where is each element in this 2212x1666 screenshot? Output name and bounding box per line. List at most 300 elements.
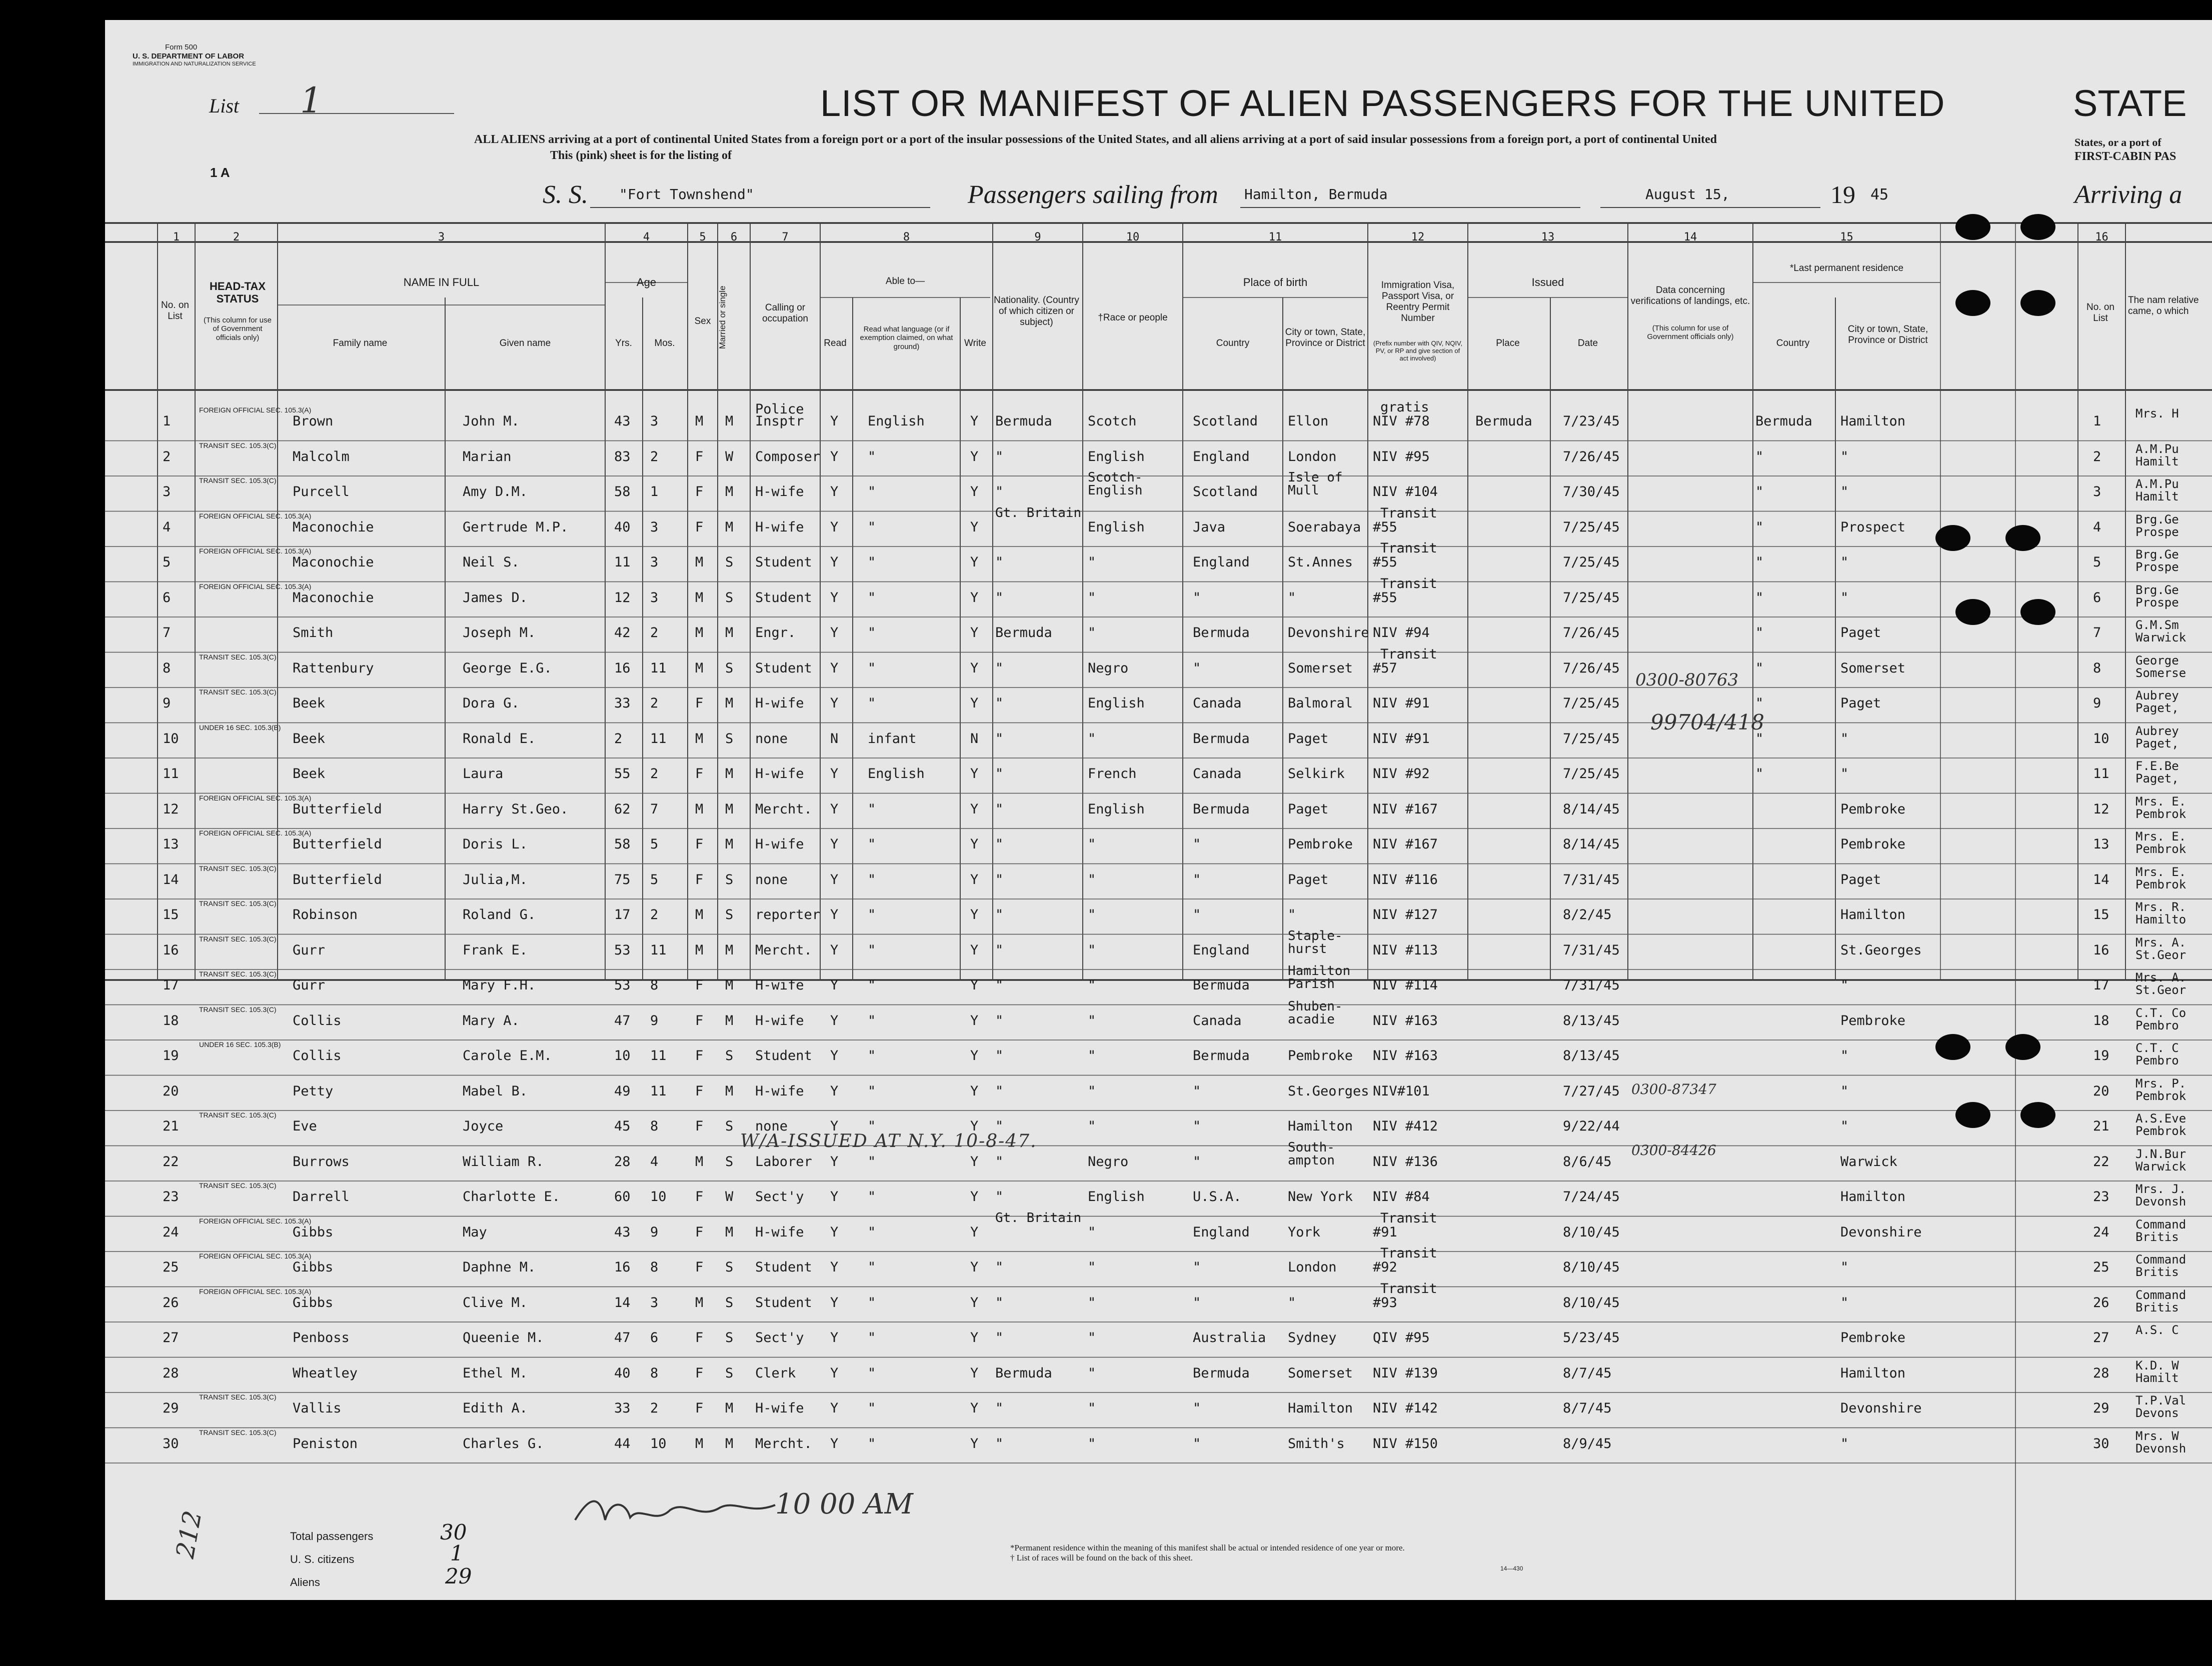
relative-name: Mrs. E. Pembrok: [2135, 866, 2186, 892]
read-language: ": [868, 872, 876, 888]
row-number-right: 16: [2093, 942, 2109, 958]
can-write: Y: [970, 625, 979, 640]
sex: F: [695, 1083, 704, 1099]
footnote-residence: *Permanent residence within the meaning of this manifest shall be actual or intended residence of one year or more.: [1010, 1543, 1405, 1552]
can-read: Y: [830, 1260, 839, 1275]
can-write: Y: [970, 1118, 979, 1134]
residence-city: ": [1840, 484, 1849, 500]
occupation: Sect'y: [755, 1189, 804, 1204]
can-write: Y: [970, 554, 979, 570]
birth-country: Scotland: [1193, 414, 1258, 429]
total-passengers-value: 30: [440, 1520, 467, 1544]
table-row: [0, 928, 2212, 972]
race: English: [1088, 696, 1145, 711]
can-read: Y: [830, 1048, 839, 1064]
visa-number: NIV #139: [1373, 1365, 1438, 1381]
birth-city: London: [1288, 1260, 1337, 1275]
birth-country: Bermuda: [1193, 801, 1250, 817]
can-write: Y: [970, 1400, 979, 1416]
birth-city: Smith's: [1288, 1436, 1345, 1452]
marital-status: M: [725, 696, 734, 711]
occupation: H-wife: [755, 766, 804, 782]
read-language: ": [868, 625, 876, 640]
can-write: Y: [970, 836, 979, 852]
residence-city: Hamilton: [1840, 414, 1906, 429]
sex: F: [695, 1365, 704, 1381]
nationality: ": [995, 660, 1004, 676]
can-read: Y: [830, 1436, 839, 1452]
row-number-right: 5: [2093, 554, 2101, 570]
read-language: ": [868, 590, 876, 606]
can-read: Y: [830, 1154, 839, 1170]
read-language: infant: [868, 730, 917, 746]
column-number: 14: [1683, 231, 1697, 244]
birth-country: Bermuda: [1193, 1048, 1250, 1064]
birth-country: Canada: [1193, 696, 1242, 711]
age-years: 28: [614, 1154, 631, 1170]
marital-status: M: [725, 625, 734, 640]
header-given-name: Given name: [499, 338, 551, 348]
read-language: ": [868, 978, 876, 993]
punch-hole: [2020, 214, 2055, 240]
occupation: Insptr: [755, 414, 804, 429]
occupation: Mercht.: [755, 801, 812, 817]
visa-number: NIV #150: [1373, 1436, 1438, 1452]
head-tax-stamp: TRANSIT SEC. 105.3(C): [199, 1111, 277, 1119]
family-name: Beek: [293, 730, 326, 746]
relative-name: Brg.Ge Prospe: [2135, 548, 2179, 574]
age-months: 2: [650, 625, 659, 640]
age-months: 2: [650, 766, 659, 782]
column-number: 16: [2095, 231, 2108, 244]
residence-city: Prospect: [1840, 519, 1906, 535]
header-residence-country: Country: [1776, 338, 1810, 348]
occupation: Sect'y: [755, 1330, 804, 1346]
given-name: Neil S.: [463, 554, 520, 570]
residence-city: Hamilton: [1840, 1189, 1906, 1204]
residence-city: Somerset: [1840, 660, 1906, 676]
birth-city: Ellon: [1288, 414, 1329, 429]
row-number: 18: [163, 1012, 179, 1028]
visa-number: NIV #104: [1373, 484, 1438, 500]
visa-number: #55: [1373, 590, 1397, 606]
given-name: Queenie M.: [463, 1330, 544, 1346]
nationality: ": [995, 801, 1004, 817]
sex: F: [695, 872, 704, 888]
age-months: 10: [650, 1436, 667, 1452]
table-row: [0, 830, 2212, 866]
nationality: ": [995, 554, 1004, 570]
marital-status: M: [725, 766, 734, 782]
can-read: Y: [830, 1189, 839, 1204]
punch-hole: [1955, 1102, 1990, 1128]
footnote-races: † List of races will be found on the back of this sheet.: [1010, 1553, 1193, 1562]
visa-number: NIV #84: [1373, 1189, 1430, 1204]
nationality: ": [995, 484, 1004, 500]
residence-city: ": [1840, 978, 1849, 993]
marital-status: M: [725, 1436, 734, 1452]
header-family-name: Family name: [333, 338, 388, 348]
birth-country: ": [1193, 836, 1201, 852]
footnote-code: 14—430: [1500, 1565, 1523, 1572]
birth-city: South- ampton: [1288, 1140, 1335, 1168]
read-language: ": [868, 1224, 876, 1240]
age-months: 6: [650, 1330, 659, 1346]
header-last-residence: *Last permanent residence: [1789, 263, 1904, 274]
nationality: ": [995, 1400, 1004, 1416]
age-months: 11: [650, 660, 667, 676]
race: ": [1088, 1224, 1096, 1240]
column-number: 6: [730, 231, 738, 244]
signature-scribble: [570, 1490, 780, 1535]
race: Scotch- English: [1088, 470, 1143, 498]
header-issued-date: Date: [1577, 338, 1598, 348]
table-row: [0, 470, 2212, 513]
header-nationality: Nationality. (Country of which citizen or subject): [994, 295, 1079, 328]
age-years: 60: [614, 1189, 631, 1204]
residence-city: Paget: [1840, 625, 1881, 640]
row-number-right: 24: [2093, 1224, 2109, 1240]
header-sex: Sex: [694, 316, 711, 326]
nationality: ": [995, 1260, 1004, 1275]
visa-line1: Transit: [1380, 1280, 1437, 1296]
relative-name: A.M.Pu Hamilt: [2135, 442, 2179, 468]
marital-status: S: [725, 1118, 734, 1134]
can-write: Y: [970, 1365, 979, 1381]
race: ": [1088, 1083, 1096, 1099]
sex: F: [695, 1189, 704, 1204]
header-age: Age: [636, 276, 657, 288]
residence-city: ": [1840, 1294, 1849, 1310]
age-months: 7: [650, 801, 659, 817]
column-number: 11: [1268, 231, 1282, 244]
read-language: ": [868, 1189, 876, 1204]
given-name: Carole E.M.: [463, 1048, 552, 1064]
issued-date: 7/25/45: [1563, 554, 1620, 570]
issued-date: 8/10/45: [1563, 1294, 1620, 1310]
relative-name: A.S. C: [2135, 1324, 2179, 1337]
family-name: Gibbs: [293, 1260, 334, 1275]
ss-label: S. S.: [543, 180, 588, 209]
sex: F: [695, 448, 704, 464]
age-months: 5: [650, 836, 659, 852]
age-months: 11: [650, 1048, 667, 1064]
visa-number: NIV #95: [1373, 448, 1430, 464]
verification-note-row20: 0300-87347: [1631, 1081, 1716, 1098]
row-number: 10: [163, 730, 179, 746]
nationality: ": [995, 1330, 1004, 1346]
issued-date: 7/25/45: [1563, 696, 1620, 711]
residence-city: Pembroke: [1840, 836, 1906, 852]
can-read: Y: [830, 978, 839, 993]
occupation: H-wife: [755, 1083, 804, 1099]
punch-hole: [1955, 214, 1990, 240]
occupation: none: [755, 1118, 788, 1134]
occupation-line1: Police: [755, 402, 804, 417]
birth-city: Somerset: [1288, 1365, 1353, 1381]
can-read: Y: [830, 1365, 839, 1381]
family-name: Collis: [293, 1012, 342, 1028]
column-number: 7: [782, 231, 789, 244]
relative-name: Brg.Ge Prospe: [2135, 584, 2179, 610]
sex: F: [695, 1012, 704, 1028]
row-number-right: 12: [2093, 801, 2109, 817]
head-tax-stamp: UNDER 16 SEC. 105.3(B): [199, 1040, 281, 1048]
race: ": [1088, 907, 1096, 922]
age-months: 9: [650, 1012, 659, 1028]
sex: F: [695, 836, 704, 852]
nationality: ": [995, 1154, 1004, 1170]
race: French: [1088, 766, 1137, 782]
age-years: 58: [614, 484, 631, 500]
can-read: Y: [830, 660, 839, 676]
age-years: 14: [614, 1294, 631, 1310]
age-months: 3: [650, 519, 659, 535]
head-tax-stamp: FOREIGN OFFICIAL SEC. 105.3(A): [199, 829, 312, 837]
header-no-on-list-right: No. on List: [2086, 302, 2114, 324]
age-years: 62: [614, 801, 631, 817]
nationality: ": [995, 942, 1004, 958]
issued-date: 8/9/45: [1563, 1436, 1612, 1452]
relative-name: Mrs. A. St.Geor: [2135, 936, 2186, 962]
nationality: ": [995, 978, 1004, 993]
read-language: English: [868, 766, 925, 782]
sex: F: [695, 1224, 704, 1240]
punch-hole: [2020, 1102, 2055, 1128]
birth-city: New York: [1288, 1189, 1353, 1204]
read-language: ": [868, 1083, 876, 1099]
age-months: 2: [650, 696, 659, 711]
row-number-right: 23: [2093, 1189, 2109, 1204]
relative-name: C.T. C Pembro: [2135, 1042, 2179, 1068]
relative-name: Mrs. P. Pembrok: [2135, 1077, 2186, 1103]
birth-city: Pembroke: [1288, 1048, 1353, 1064]
head-tax-stamp: TRANSIT SEC. 105.3(C): [199, 970, 277, 978]
head-tax-stamp: FOREIGN OFFICIAL SEC. 105.3(A): [199, 1216, 312, 1225]
table-row: [0, 690, 2212, 724]
nationality: ": [995, 448, 1004, 464]
race: ": [1088, 590, 1096, 606]
visa-number: NIV #412: [1373, 1118, 1438, 1134]
family-name: Peniston: [293, 1436, 358, 1452]
read-language: ": [868, 1048, 876, 1064]
birth-city: St.Georges: [1288, 1083, 1369, 1099]
head-tax-stamp: TRANSIT SEC. 105.3(C): [199, 934, 277, 943]
head-tax-stamp: FOREIGN OFFICIAL SEC. 105.3(A): [199, 582, 312, 590]
residence-city: Devonshire: [1840, 1400, 1922, 1416]
given-name: Mabel B.: [463, 1083, 528, 1099]
row-number: 23: [163, 1189, 179, 1204]
age-years: 16: [614, 660, 631, 676]
birth-city: Staple- hurst: [1288, 928, 1343, 956]
given-name: Amy D.M.: [463, 484, 528, 500]
birth-country: England: [1193, 1224, 1250, 1240]
visa-number: NIV #136: [1373, 1154, 1438, 1170]
age-months: 3: [650, 1294, 659, 1310]
age-months: 11: [650, 942, 667, 958]
issued-date: 7/31/45: [1563, 942, 1620, 958]
table-row: [0, 1078, 2212, 1112]
race: English: [1088, 1189, 1145, 1204]
row-number: 5: [163, 554, 171, 570]
head-tax-stamp: TRANSIT SEC. 105.3(C): [199, 864, 277, 872]
birth-city: ": [1288, 1294, 1296, 1310]
read-language: ": [868, 484, 876, 500]
column-number: 4: [643, 231, 650, 244]
header-birth-country: Country: [1216, 338, 1250, 348]
residence-country: ": [1755, 696, 1764, 711]
visa-number: NIV #167: [1373, 836, 1438, 852]
given-name: William R.: [463, 1154, 544, 1170]
row-number-right: 28: [2093, 1365, 2109, 1381]
age-months: 1: [650, 484, 659, 500]
nationality: Bermuda: [995, 625, 1052, 640]
visa-number: NIV #114: [1373, 978, 1438, 993]
age-years: 47: [614, 1330, 631, 1346]
punch-hole: [1935, 525, 1970, 551]
residence-city: Hamilton: [1840, 907, 1906, 922]
relative-name: C.T. Co Pembro: [2135, 1006, 2186, 1032]
marital-status: M: [725, 414, 734, 429]
relative-name: Mrs. E. Pembrok: [2135, 830, 2186, 856]
can-write: Y: [970, 448, 979, 464]
row-number-right: 13: [2093, 836, 2109, 852]
row-number: 22: [163, 1154, 179, 1170]
column-number: 2: [233, 231, 240, 244]
given-name: Doris L.: [463, 836, 528, 852]
age-years: 40: [614, 519, 631, 535]
right-instruction-1: States, or a port of: [2074, 136, 2161, 148]
visa-line1: Transit: [1380, 1246, 1437, 1261]
marital-status: M: [725, 484, 734, 500]
marital-status: S: [725, 1260, 734, 1275]
age-months: 8: [650, 1260, 659, 1275]
age-years: 53: [614, 942, 631, 958]
sheet-code: 1 A: [210, 165, 230, 180]
row-number-right: 29: [2093, 1400, 2109, 1416]
row-number-right: 14: [2093, 872, 2109, 888]
marital-status: S: [725, 1154, 734, 1170]
visa-line1: Transit: [1380, 1210, 1437, 1226]
can-write: Y: [970, 1154, 979, 1170]
row-number-right: 11: [2093, 766, 2109, 782]
birth-country: ": [1193, 907, 1201, 922]
marital-status: S: [725, 730, 734, 746]
visa-number: #55: [1373, 519, 1397, 535]
age-years: 33: [614, 696, 631, 711]
can-write: Y: [970, 907, 979, 922]
relative-name: Command Britis: [2135, 1288, 2186, 1314]
residence-city: ": [1840, 554, 1849, 570]
can-read: Y: [830, 554, 839, 570]
issued-date: 7/25/45: [1563, 766, 1620, 782]
age-years: 53: [614, 978, 631, 993]
sex: F: [695, 1118, 704, 1134]
row-number: 11: [163, 766, 179, 782]
given-name: Joseph M.: [463, 625, 536, 640]
issued-date: 8/6/45: [1563, 1154, 1612, 1170]
family-name: Maconochie: [293, 554, 374, 570]
marital-status: S: [725, 1048, 734, 1064]
form-number: Form 500: [165, 43, 198, 52]
can-read: Y: [830, 1083, 839, 1099]
header-verifications: Data concerning verifications of landings, etc.: [1630, 285, 1750, 306]
table-row: [0, 964, 2212, 1006]
row21-annotation: W/A-ISSUED AT N.Y. 10-8-47.: [740, 1131, 1037, 1152]
family-name: Burrows: [293, 1154, 350, 1170]
relative-name: T.P.Val Devons: [2135, 1394, 2186, 1420]
residence-city: ": [1840, 730, 1849, 746]
read-language: ": [868, 554, 876, 570]
family-name: Beek: [293, 696, 326, 711]
race: ": [1088, 1294, 1096, 1310]
can-read: Y: [830, 766, 839, 782]
given-name: Marian: [463, 448, 512, 464]
visa-number: #57: [1373, 660, 1397, 676]
sex: M: [695, 554, 704, 570]
age-months: 2: [650, 448, 659, 464]
relative-name: Mrs. W Devonsh: [2135, 1430, 2186, 1456]
relative-name: Command Britis: [2135, 1254, 2186, 1280]
birth-city: ": [1288, 907, 1296, 922]
family-name: Brown: [293, 414, 334, 429]
birth-country: ": [1193, 660, 1201, 676]
family-name: Butterfield: [293, 836, 382, 852]
verification-note-row22: 0300-84426: [1631, 1142, 1716, 1158]
age-years: 75: [614, 872, 631, 888]
age-years: 42: [614, 625, 631, 640]
age-months: 11: [650, 1083, 667, 1099]
occupation: H-wife: [755, 1400, 804, 1416]
head-tax-stamp: TRANSIT SEC. 105.3(C): [199, 688, 277, 696]
row-number-right: 25: [2093, 1260, 2109, 1275]
visa-number: NIV #142: [1373, 1400, 1438, 1416]
can-write: Y: [970, 484, 979, 500]
visa-number: NIV #78: [1373, 414, 1430, 429]
column-number: 15: [1840, 231, 1853, 244]
header-read: Read: [824, 338, 847, 348]
age-years: 17: [614, 907, 631, 922]
birth-city: Shuben- acadie: [1288, 998, 1343, 1027]
row-number: 30: [163, 1436, 179, 1452]
occupation: H-wife: [755, 1224, 804, 1240]
read-language: ": [868, 1012, 876, 1028]
race: ": [1088, 625, 1096, 640]
marital-status: S: [725, 660, 734, 676]
birth-city: Devonshire: [1288, 625, 1369, 640]
occupation: H-wife: [755, 696, 804, 711]
family-name: Butterfield: [293, 801, 382, 817]
nationality: Gt. Britain: [995, 1210, 1082, 1226]
birth-city: York: [1288, 1224, 1321, 1240]
birth-city: Hamilton Parish: [1288, 964, 1351, 992]
header-head-tax: HEAD-TAX STATUS: [209, 280, 266, 306]
sex: M: [695, 942, 704, 958]
residence-city: ": [1840, 448, 1849, 464]
can-read: Y: [830, 1400, 839, 1416]
table-row: [0, 901, 2212, 936]
issued-date: 9/22/44: [1563, 1118, 1620, 1134]
header-race: †Race or people: [1098, 312, 1168, 323]
given-name: Daphne M.: [463, 1260, 536, 1275]
nationality: Gt. Britain: [995, 505, 1082, 520]
race: ": [1088, 978, 1096, 993]
age-months: 9: [650, 1224, 659, 1240]
marital-status: M: [725, 1224, 734, 1240]
family-name: Purcell: [293, 484, 350, 500]
residence-country: ": [1755, 448, 1764, 464]
birth-country: England: [1193, 942, 1250, 958]
